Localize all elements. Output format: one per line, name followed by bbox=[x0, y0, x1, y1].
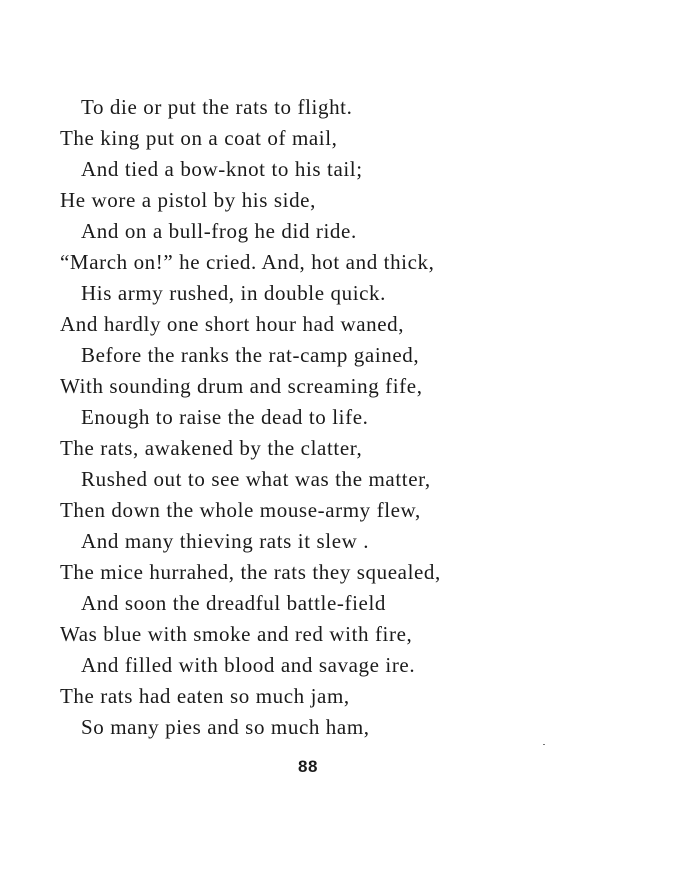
poem-line: The king put on a coat of mail, bbox=[60, 126, 338, 150]
poem-line: And many thieving rats it slew . bbox=[81, 529, 370, 553]
poem-line: And filled with blood and savage ire. bbox=[81, 653, 416, 677]
poem-line: “March on!” he cried. And, hot and thick, bbox=[60, 250, 435, 274]
poem-line: Rushed out to see what was the matter, bbox=[81, 467, 431, 491]
poem-line: The rats had eaten so much jam, bbox=[60, 684, 350, 708]
poem-line: And hardly one short hour had waned, bbox=[60, 312, 405, 336]
poem-line: Was blue with smoke and red with fire, bbox=[60, 622, 413, 646]
poem-line: The rats, awakened by the clatter, bbox=[60, 436, 363, 460]
poem-line: His army rushed, in double quick. bbox=[81, 281, 387, 305]
print-speck bbox=[543, 744, 545, 745]
poem-line: So many pies and so much ham, bbox=[81, 715, 370, 739]
poem-text bbox=[60, 92, 540, 743]
poem-line: He wore a pistol by his side, bbox=[60, 188, 316, 212]
poem-line: And tied a bow-knot to his tail; bbox=[81, 157, 363, 181]
poem-line: Then down the whole mouse-army flew, bbox=[60, 498, 421, 522]
poem-line: The mice hurrahed, the rats they squealed, bbox=[60, 560, 441, 584]
page-number: 88 bbox=[298, 757, 318, 776]
poem-line: And soon the dreadful battle-field bbox=[81, 591, 386, 615]
poem-line: And on a bull-frog he did ride. bbox=[81, 219, 357, 243]
poem-line: Before the ranks the rat-camp gained, bbox=[81, 343, 420, 367]
poem-line: To die or put the rats to flight. bbox=[81, 95, 353, 119]
poem-line: Enough to raise the dead to life. bbox=[81, 405, 369, 429]
poem-line: With sounding drum and screaming fife, bbox=[60, 374, 423, 398]
